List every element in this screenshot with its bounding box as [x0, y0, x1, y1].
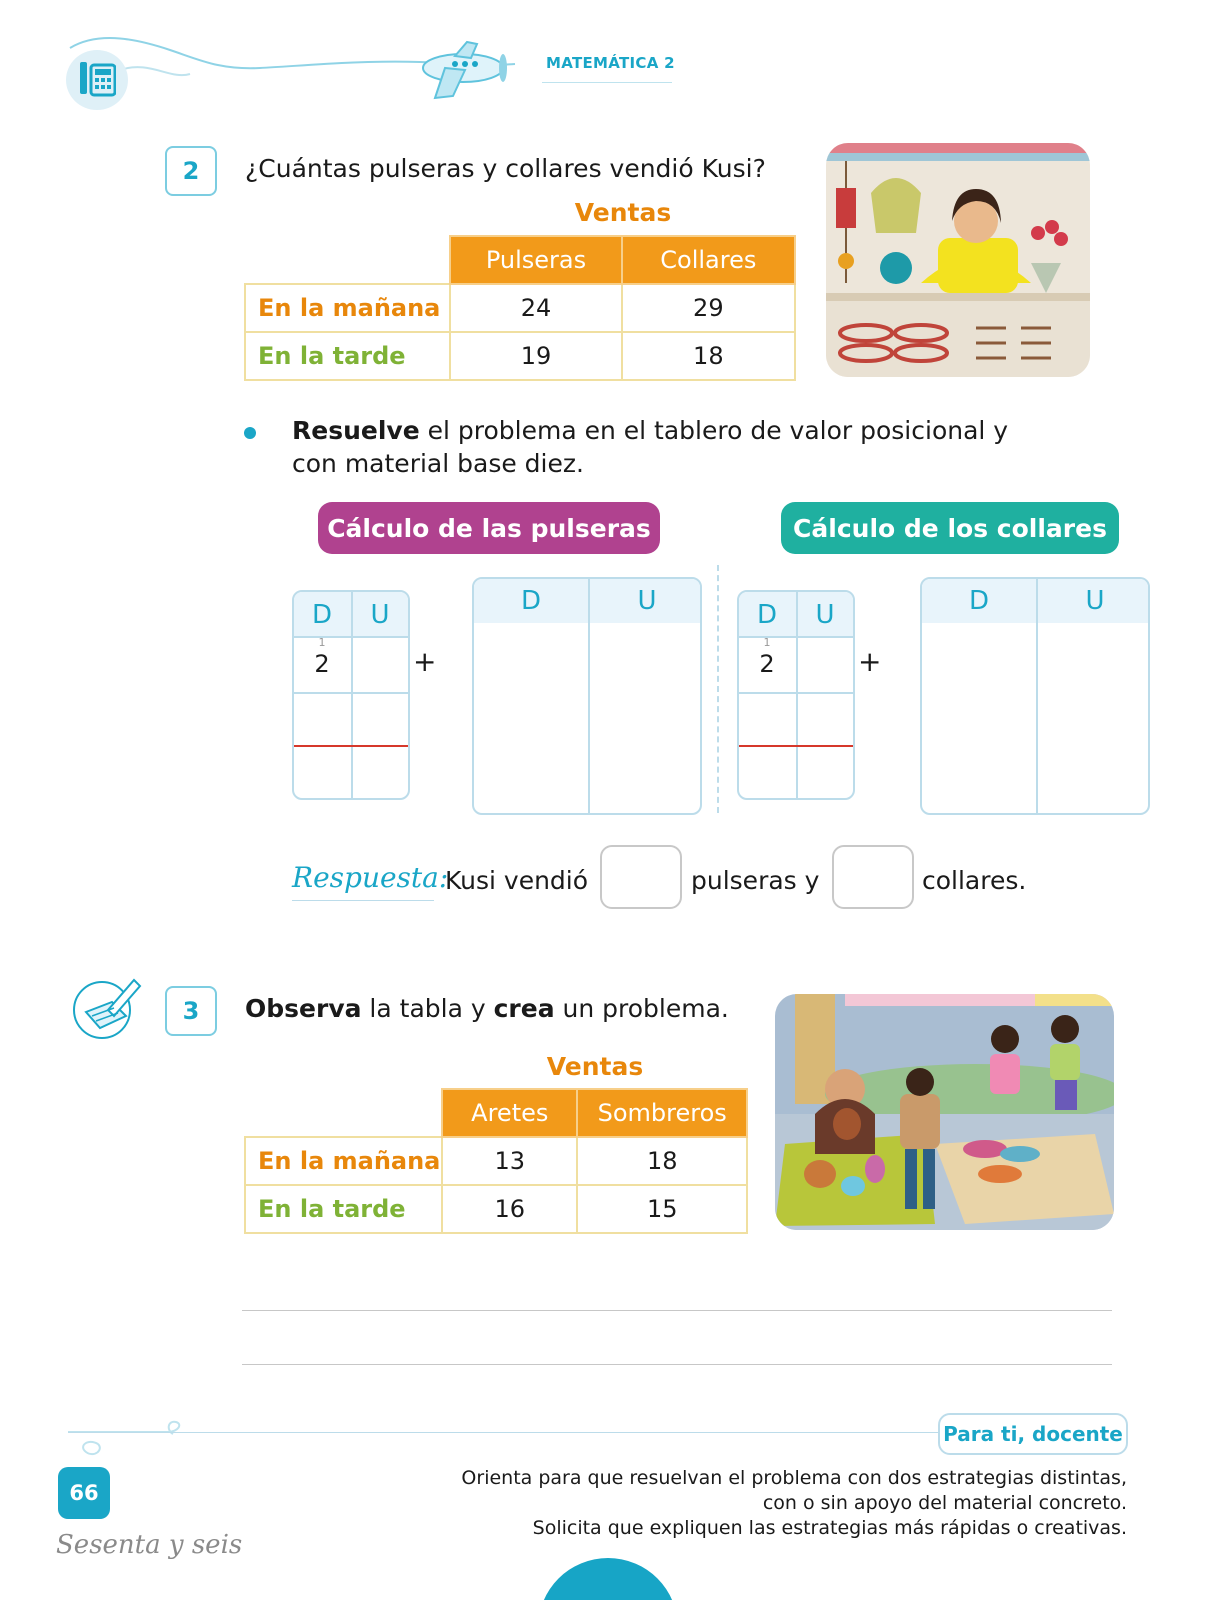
airplane-icon [415, 38, 510, 103]
teacher-note-line: Orienta para que resuelvan el problema con dos estrategias distintas, [461, 1467, 1127, 1489]
sales-table-bracelets-necklaces [244, 235, 796, 381]
teacher-label: Para ti, docente [938, 1413, 1128, 1455]
answer-part-3: collares. [922, 866, 1027, 895]
answer-writing-line[interactable] [242, 1310, 1112, 1311]
table-cell: 13 [442, 1137, 577, 1185]
pv-board-bracelets[interactable] [472, 577, 702, 815]
plus-sign: + [858, 645, 882, 678]
question-bold-observe: Observa [245, 994, 362, 1023]
table-row [245, 284, 795, 332]
tens-digit: 2 [759, 650, 775, 678]
row-label: En la mañana [245, 1137, 442, 1185]
sales-table-earrings-hats [244, 1088, 748, 1234]
answer-part-2: pulseras y [691, 866, 820, 895]
exercise-2-question: ¿Cuántas pulseras y collares vendió Kusi? [245, 154, 766, 183]
tens-header: D [311, 600, 333, 630]
header-underline [542, 82, 672, 83]
exercise-3-question [245, 994, 729, 1023]
instruction-bold: Resuelve [292, 416, 420, 445]
footer-swirl-decoration [68, 1420, 198, 1460]
units-header: U [1085, 586, 1105, 616]
table-cell: 18 [622, 332, 795, 380]
answer-writing-line[interactable] [242, 1364, 1112, 1365]
calc-bracelets-label: Cálculo de las pulseras [318, 502, 660, 554]
tens-header: D [756, 600, 778, 630]
page-number: 66 [58, 1467, 110, 1519]
necklaces-answer-box[interactable] [832, 845, 914, 909]
pv-table-necklaces [737, 590, 855, 800]
writing-pencil-icon [68, 972, 144, 1040]
units-header: U [637, 586, 657, 616]
bullet-icon [244, 427, 256, 439]
exercise-3-number: 3 [165, 986, 217, 1036]
vendor-stall-illustration [826, 143, 1090, 377]
teacher-note-line: Solicita que expliquen las estrategias más rápidas o creativas. [532, 1517, 1127, 1539]
table-cell: 29 [622, 284, 795, 332]
table-row [245, 1185, 747, 1233]
answer-part-1: Kusi vendió [445, 866, 589, 895]
units-header: U [370, 600, 390, 630]
page-number-words: Sesenta y seis [56, 1530, 243, 1560]
tens-digit: 2 [314, 650, 330, 678]
carry-mark: 1 [318, 636, 326, 649]
header-title: MATEMÁTICA 2 [546, 54, 675, 72]
teacher-note [407, 1466, 1127, 1541]
table-row [245, 332, 795, 380]
question-text: un problema. [554, 994, 729, 1023]
units-header: U [815, 600, 835, 630]
answer-underline [292, 900, 434, 901]
column-header: Pulseras [450, 236, 621, 284]
row-label: En la mañana [245, 284, 450, 332]
instruction-rest: el problema en el tablero de valor posicional y con material base diez. [292, 416, 1009, 478]
row-label: En la tarde [245, 1185, 442, 1233]
plus-sign: + [413, 645, 437, 678]
column-header: Aretes [442, 1089, 577, 1137]
market-scene-illustration [775, 994, 1114, 1230]
row-label: En la tarde [245, 332, 450, 380]
table-cell: 19 [450, 332, 621, 380]
calculator-icon [80, 62, 116, 98]
table-cell: 15 [577, 1185, 747, 1233]
table-1-title: Ventas [574, 198, 672, 227]
pv-board-necklaces[interactable] [920, 577, 1150, 815]
table-row [245, 1137, 747, 1185]
question-bold-create: crea [493, 994, 555, 1023]
pv-table-bracelets [292, 590, 410, 800]
bottom-tab-decoration [538, 1558, 678, 1600]
table-cell: 18 [577, 1137, 747, 1185]
answer-label: Respuesta: [292, 861, 449, 894]
bracelets-answer-box[interactable] [600, 845, 682, 909]
carry-mark: 1 [763, 636, 771, 649]
table-2-title: Ventas [546, 1052, 644, 1081]
footer-line [68, 1432, 938, 1433]
tens-header: D [520, 586, 542, 616]
table-cell: 16 [442, 1185, 577, 1233]
instruction-text [292, 414, 1052, 480]
teacher-note-line: con o sin apoyo del material concreto. [762, 1492, 1127, 1514]
section-divider [717, 565, 719, 813]
exercise-2-number: 2 [165, 146, 217, 196]
calc-necklaces-label: Cálculo de los collares [781, 502, 1119, 554]
question-text: la tabla y [361, 994, 494, 1023]
tens-header: D [968, 586, 990, 616]
column-header: Sombreros [577, 1089, 747, 1137]
table-cell: 24 [450, 284, 621, 332]
column-header: Collares [622, 236, 795, 284]
